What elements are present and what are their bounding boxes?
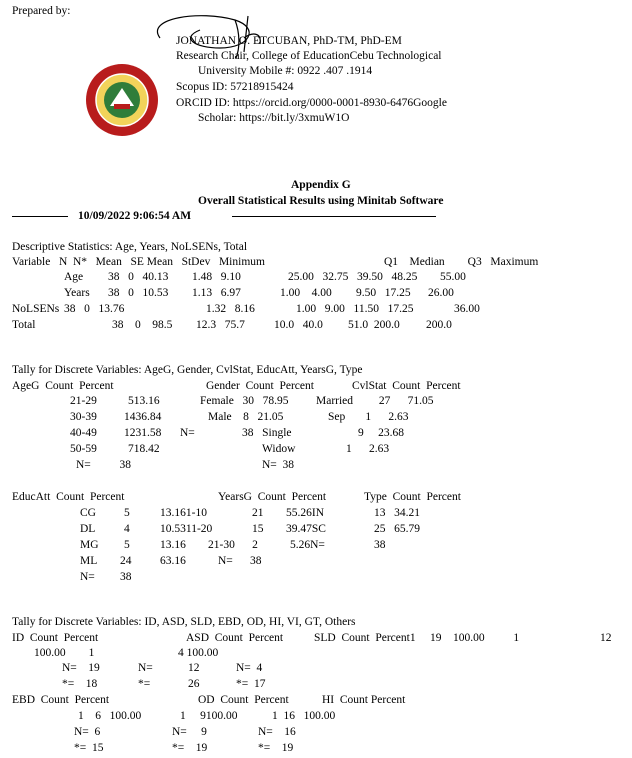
row-nolsens-name: NoLSENs [12, 303, 60, 315]
educ-code: ML [80, 555, 98, 567]
years-val: N= 38 [218, 555, 262, 567]
university-seal [84, 62, 160, 138]
row-years-c: 1.00 4.00 [280, 287, 332, 299]
od-header: OD Count Percent [198, 694, 289, 706]
preparer-scopus: Scopus ID: 57218915424 [176, 81, 294, 93]
hi-header: HI Count Percent [322, 694, 406, 706]
preparer-title: Research Chair, College of EducationCebu Technological [176, 50, 442, 62]
row-years-d: 9.50 17.25 [356, 287, 411, 299]
ageg-val: 718.42 [128, 443, 160, 455]
asd-header: ASD Count Percent [186, 632, 284, 644]
educ-count: 5 [124, 539, 130, 551]
row-nolsens-b: 1.32 8.16 [206, 303, 255, 315]
years-mix: 55.26IN [286, 507, 325, 519]
sld-n: N= 4 [236, 662, 263, 674]
cvlstat-header: CvlStat Count Percent [352, 380, 461, 392]
id-n: N= 19 [62, 662, 100, 674]
preparer-orcid: ORCID ID: https://orcid.org/0000-0001-8930-6476Google [176, 97, 447, 109]
id-row: 100.00 1 [34, 647, 95, 659]
hi-n: N= 16 [258, 726, 296, 738]
preparer-mobile: University Mobile #: 0922 .407 .1914 [198, 65, 373, 77]
gender-n-label: N= [180, 427, 195, 439]
hi-row: 1 16 100.00 [272, 710, 336, 722]
od-row: 1 9100.00 [180, 710, 238, 722]
educ-count: 4 [124, 523, 130, 535]
ageg-cat: 30-39 [70, 411, 97, 423]
ageg-cat: 40-49 [70, 427, 97, 439]
asd-n-label: N= [138, 662, 153, 674]
type-val: 38 [374, 539, 386, 551]
years-val: 15 [252, 523, 264, 535]
educ-mix: 63.16 [160, 555, 186, 567]
id-star: *= 18 [62, 678, 98, 690]
educ-count: 5 [124, 507, 130, 519]
educatt-header: EducAtt Count Percent [12, 491, 125, 503]
row-nolsens-a: 38 0 13.76 [64, 303, 125, 315]
educ-mix: 13.161-10 [160, 507, 207, 519]
row-age-b: 1.48 9.10 [192, 271, 241, 283]
gender-row: Widow [262, 443, 296, 455]
hi-star: *= 19 [258, 742, 294, 754]
ageg-cat: 21-29 [70, 395, 97, 407]
row-total-d: 51.0 200.0 [348, 319, 400, 331]
row-years-a: 38 0 10.53 [108, 287, 169, 299]
educ-count: 24 [120, 555, 132, 567]
educ-code: MG [80, 539, 99, 551]
appendix-subtitle: Overall Statistical Results using Minitab Software [198, 195, 444, 207]
ageg-val: 1436.84 [124, 411, 162, 423]
educ-mix: 13.16 [160, 539, 186, 551]
row-age-c: 25.00 32.75 39.50 48.25 [288, 271, 418, 283]
tally1-heading: Tally for Discrete Variables: AgeG, Gender, CvlStat, EducAtt, YearsG, Type [12, 364, 363, 376]
descriptive-heading: Descriptive Statistics: Age, Years, NoLSENs, Total [12, 241, 248, 253]
row-total-c: 10.0 40.0 [274, 319, 323, 331]
asd-star-label: *= [138, 678, 151, 690]
educ-code: DL [80, 523, 96, 535]
preparer-scholar: Scholar: https://bit.ly/3xmuW1O [198, 112, 350, 124]
row-years-name: Years [64, 287, 90, 299]
preparer-name: JONATHAN O. ETCUBAN, PhD-TM, PhD-EM [176, 35, 402, 47]
gender-row: Female 30 78.95 [200, 395, 289, 407]
cvlstat-row: 9 23.68 [358, 427, 404, 439]
asd-n: 12 [188, 662, 200, 674]
yearsg-header: YearsG Count Percent [218, 491, 327, 503]
years-val: 21-30 2 [208, 539, 258, 551]
row-nolsens-c: 1.00 9.00 11.50 17.25 [296, 303, 414, 315]
ebd-star: *= 15 [74, 742, 104, 754]
ageg-val: 513.16 [128, 395, 160, 407]
educ-code: N= [80, 571, 95, 583]
divider-right [232, 216, 436, 217]
educ-count: 38 [120, 571, 132, 583]
ebd-header: EBD Count Percent [12, 694, 110, 706]
row-age-a: 38 0 40.13 [108, 271, 169, 283]
prepared-by-label: Prepared by: [12, 5, 71, 17]
ageg-header: AgeG Count Percent [12, 380, 114, 392]
type-val: 13 34.21 [374, 507, 420, 519]
educ-mix: 10.5311-20 [160, 523, 213, 535]
years-mix: 39.47SC [286, 523, 326, 535]
od-n: N= 9 [172, 726, 207, 738]
asd-row: 4 100.00 [178, 647, 219, 659]
timestamp: 10/09/2022 9:06:54 AM [78, 210, 192, 222]
sld-header: SLD Count Percent1 19 100.00 1 [314, 632, 520, 644]
descriptive-header-b: Q1 Median Q3 Maximum [384, 256, 539, 268]
row-total-e: 200.0 [426, 319, 452, 331]
gender-header: Gender Count Percent [206, 380, 314, 392]
ebd-n: N= 6 [74, 726, 101, 738]
tally1-n-right: N= 38 [262, 459, 295, 471]
sld-trailing: 12 [600, 632, 612, 644]
educ-code: CG [80, 507, 96, 519]
years-mix: 5.26N= [290, 539, 325, 551]
cvlstat-row: Sep 1 2.63 [328, 411, 409, 423]
od-star: *= 19 [172, 742, 208, 754]
row-years-e: 26.00 [428, 287, 454, 299]
sld-star: *= 17 [236, 678, 266, 690]
ageg-val: 1231.58 [124, 427, 162, 439]
cvlstat-row: 1 2.63 [346, 443, 390, 455]
divider-left [12, 216, 68, 217]
type-header: Type Count Percent [364, 491, 461, 503]
row-age-name: Age [64, 271, 84, 283]
type-val: 25 65.79 [374, 523, 420, 535]
gender-row: Male 8 21.05 [208, 411, 284, 423]
ebd-row: 1 6 100.00 [78, 710, 142, 722]
row-age-d: 55.00 [440, 271, 466, 283]
id-header: ID Count Percent [12, 632, 99, 644]
row-total-a: 38 0 98.5 [112, 319, 173, 331]
gender-row: 38 Single [242, 427, 292, 439]
asd-star: 26 [188, 678, 200, 690]
tally3-heading: Tally for Discrete Variables: ID, ASD, SLD, EBD, OD, HI, VI, GT, Others [12, 616, 356, 628]
ageg-cat: 50-59 [70, 443, 97, 455]
row-nolsens-d: 36.00 [454, 303, 480, 315]
years-val: 21 [252, 507, 264, 519]
cvlstat-row: Married 27 71.05 [316, 395, 434, 407]
row-total-b: 12.3 75.7 [196, 319, 245, 331]
tally1-n-left: N= 38 [76, 459, 132, 471]
appendix-title: Appendix G [291, 179, 351, 191]
row-total-name: Total [12, 319, 36, 331]
row-years-b: 1.13 6.97 [192, 287, 241, 299]
descriptive-header-a: Variable N N* Mean SE Mean StDev Minimum [12, 256, 265, 268]
